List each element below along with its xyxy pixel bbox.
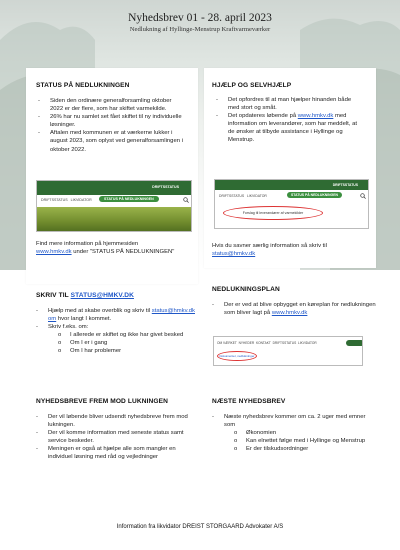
site-nav: [219, 194, 267, 198]
site-nav-item: NYHEDER: [238, 341, 255, 345]
newsletter-title: Nyhedsbrev 01 - 28. april 2023: [128, 12, 272, 24]
write-b2: Skriv f.eks. om:: [48, 324, 89, 331]
help-heading: HJÆLP OG SELVHJÆLP: [212, 82, 292, 89]
site-status-pill-label: STATUS PÅ NEDLUKNINGEN: [291, 193, 338, 197]
list-item: [200, 301, 377, 317]
site-nav-item: OM VÆRKET: [217, 341, 237, 345]
newsletter-header: [0, 12, 400, 33]
status-card: [26, 68, 198, 284]
help-contact: [212, 242, 372, 258]
status-heading: STATUS PÅ NEDLUKNINGEN: [36, 82, 130, 89]
help-b2-post: med information om leverandører, som har meddelt, at de ønsker at tilbyde assistance i Hyllinge og Menstrup.: [228, 113, 357, 144]
site-nav-green-tab: [346, 340, 363, 346]
write-section: [36, 292, 201, 356]
list-item: - Aftalen med kommunen er at værkerne lukker i august 2023, som oplyst ved generalforsamlingen i oktober 2022.: [26, 129, 186, 153]
list-item: - Der vil komme information med seneste status samt service beskeder.: [24, 429, 201, 445]
status-bullets: [26, 97, 186, 154]
list-item: [204, 112, 364, 144]
next-heading: NÆSTE NYHEDSBREV: [212, 398, 286, 405]
site-nav-item: DRIFTSSTATUS: [272, 341, 297, 345]
website-screenshot-help: [214, 179, 369, 229]
site-nav-item: DRIFTSSTATUS: [219, 194, 245, 198]
site-status-pill-label: STATUS PÅ NEDLUKNINGEN: [104, 197, 154, 201]
status-more-text: Find mere information på hjemmesiden: [36, 241, 139, 247]
write-heading-link[interactable]: STATUS@HMKV.DK: [70, 292, 134, 299]
website-screenshot-status: [36, 180, 192, 232]
list-item: - Meningen er også at hjælpe alle som mangler en individuel løsning med råd og vejledninger: [24, 445, 201, 461]
website-screenshot-plan: [213, 336, 363, 366]
site-dropdown-link-text: Forslag til leverandører af varmekilder: [242, 211, 304, 215]
next-bullets: [200, 413, 377, 453]
plan-section: [212, 286, 377, 317]
site-dropdown-link-text: Dokumenter, nedlukninger: [219, 354, 255, 358]
site-dropdown-link[interactable]: [223, 206, 323, 220]
list-item: o Kan elnettet følge med i Hyllinge og Menstrup: [224, 437, 377, 445]
site-nav-item: DRIFTSSTATUS: [41, 198, 68, 202]
site-status-pill: [287, 192, 342, 198]
site-grass-photo: [37, 207, 192, 232]
site-nav: [41, 198, 92, 202]
list-item: [24, 307, 201, 323]
site-topbar: [215, 180, 369, 190]
write-heading-text: SKRIV TIL: [36, 292, 71, 299]
list-item: o Om I har problemer: [48, 347, 201, 355]
site-status-pill: [99, 196, 159, 202]
list-item: [24, 323, 201, 355]
list-item: - 26% har nu samlet set fået skiftet til ny individuelle løsninger.: [26, 113, 186, 129]
write-b1-pre: Hjælp med at skabe overblik og skriv til: [48, 308, 152, 314]
plan-bullets: [200, 301, 377, 317]
status-more-info: [36, 240, 192, 256]
help-bullets: [204, 96, 364, 145]
write-sublist: [48, 331, 201, 355]
write-b1-link[interactable]: status@hmkv.dk om: [48, 308, 195, 323]
search-icon: [360, 193, 366, 199]
list-item: o I allerede er skiftet og ikke har givet besked: [48, 331, 201, 339]
status-more-suffix: under "STATUS PÅ NEDLUKNINGEN": [71, 249, 175, 256]
newsletters-bullets: [24, 413, 201, 462]
page-footer: Information fra likvidator DREIST STORGAARD Advokater A/S: [116, 524, 284, 530]
list-item: - Det opfordres til at man hjælper hinanden både med stort og småt.: [204, 96, 364, 112]
help-b2-pre: Det opdateres løbende på: [228, 113, 298, 120]
newsletters-heading: NYHEDSBREVE FREM MOD LUKNINGEN: [36, 398, 168, 405]
plan-heading: NEDLUKNINGSPLAN: [212, 286, 280, 293]
write-bullets: [24, 307, 201, 356]
list-item: [200, 413, 377, 453]
site-nav-item: LIKVIDATOR: [298, 341, 317, 345]
newsletters-section: [36, 398, 201, 462]
next-section: [212, 398, 377, 453]
newsletter-subtitle: Nedlukning af Hyllinge-Menstrup Kraftvarmeværker: [129, 26, 271, 33]
site-dropdown-link[interactable]: [217, 351, 257, 361]
help-contact-text: Hvis du savner særlig information så skriv til: [212, 243, 327, 249]
site-nav-item: LIKVIDATOR: [246, 194, 267, 198]
help-card: [204, 68, 376, 268]
site-nav-item: KONTAKT: [256, 341, 271, 345]
site-topbar-label: DRIFTSSTATUS: [152, 185, 179, 189]
next-sublist: [224, 429, 377, 453]
search-icon: [183, 197, 189, 203]
write-b1-post: hvor langt I kommet.: [56, 316, 112, 323]
site-nav-item: LIKVIDATOR: [70, 198, 92, 202]
list-item: - Siden den ordinære generalforsamling oktober 2022 er der flere, som har skiftet varmekilde.: [26, 97, 186, 113]
status-more-link[interactable]: www.hmkv.dk: [36, 249, 72, 256]
list-item: o Økonomien: [224, 429, 377, 437]
list-item: o Om I er i gang: [48, 339, 201, 347]
plan-b1-pre: Der er ved at blive opbygget en køreplan for nedlukningen som bliver lagt på: [224, 302, 376, 317]
list-item: o Er der tilskudsordninger: [224, 445, 377, 453]
next-b1: Næste nyhedsbrev kommer om ca. 2 uger med emner som: [224, 414, 366, 429]
write-heading: [36, 292, 201, 299]
site-topbar-label: DRIFTSSTATUS: [332, 183, 358, 187]
help-link[interactable]: www.hmkv.dk: [297, 113, 334, 120]
plan-link[interactable]: www.hmkv.dk: [271, 310, 308, 317]
site-topbar: [37, 181, 192, 195]
list-item: - Der vil løbende bliver udsendt nyhedsbreve frem mod lukningen.: [24, 413, 201, 429]
site-nav: [217, 341, 317, 345]
help-contact-link[interactable]: status@hmkv.dk: [212, 251, 256, 258]
